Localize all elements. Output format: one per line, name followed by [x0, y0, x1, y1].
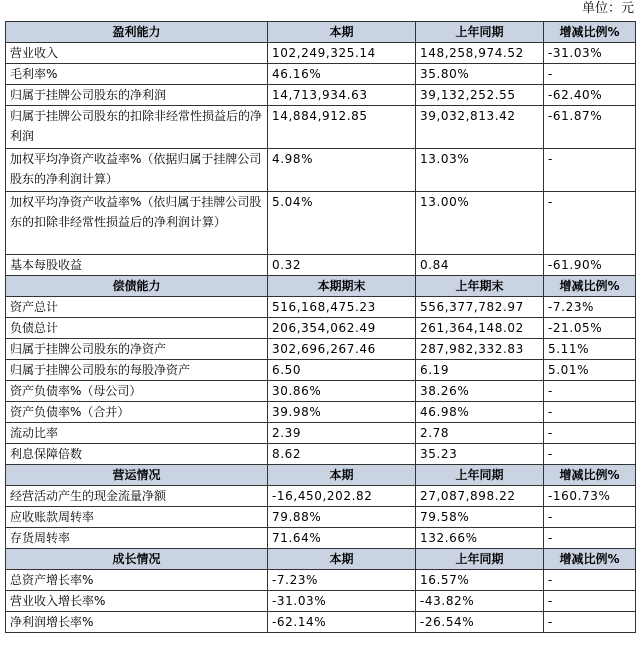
column-header: 上年同期 — [416, 549, 544, 570]
column-header: 增减比例% — [544, 22, 636, 43]
table-row — [6, 318, 636, 339]
prior-period-cell: 38.26% — [416, 381, 544, 402]
prior-period-cell: 79.58% — [416, 507, 544, 528]
table-row — [6, 297, 636, 318]
current-period-cell: 30.86% — [268, 381, 416, 402]
table-row — [6, 360, 636, 381]
table-row — [6, 486, 636, 507]
indicator-name-cell: 存货周转率 — [6, 528, 268, 549]
column-header: 增减比例% — [544, 465, 636, 486]
prior-period-cell: 556,377,782.97 — [416, 297, 544, 318]
indicator-name-cell: 加权平均净资产收益率%（依据归属于挂牌公司股东的净利润计算） — [6, 149, 268, 192]
column-header: 本期 — [268, 22, 416, 43]
table-row — [6, 507, 636, 528]
current-period-cell: 14,713,934.63 — [268, 85, 416, 106]
table-body — [6, 22, 636, 633]
current-period-cell: 71.64% — [268, 528, 416, 549]
indicator-name-cell: 资产负债率%（母公司） — [6, 381, 268, 402]
current-period-cell: 6.50 — [268, 360, 416, 381]
current-period-cell: 2.39 — [268, 423, 416, 444]
prior-period-cell: -26.54% — [416, 612, 544, 633]
prior-period-cell: 287,982,332.83 — [416, 339, 544, 360]
change-ratio-cell: - — [544, 402, 636, 423]
prior-period-cell: 27,087,898.22 — [416, 486, 544, 507]
change-ratio-cell: - — [544, 528, 636, 549]
change-ratio-cell: - — [544, 591, 636, 612]
prior-period-cell: 39,132,252.55 — [416, 85, 544, 106]
change-ratio-cell: - — [544, 612, 636, 633]
table-row — [6, 64, 636, 85]
indicator-name-cell: 资产总计 — [6, 297, 268, 318]
column-header: 本期期末 — [268, 276, 416, 297]
indicator-name-cell: 归属于挂牌公司股东的每股净资产 — [6, 360, 268, 381]
change-ratio-cell: -160.73% — [544, 486, 636, 507]
change-ratio-cell: 5.01% — [544, 360, 636, 381]
indicator-name-cell: 流动比率 — [6, 423, 268, 444]
unit-label: 单位：元 — [581, 1, 634, 16]
indicator-name-cell: 净利润增长率% — [6, 612, 268, 633]
table-row — [6, 85, 636, 106]
current-period-cell: 302,696,267.46 — [268, 339, 416, 360]
table-row — [6, 149, 636, 192]
table-row — [6, 612, 636, 633]
prior-period-cell: 13.00% — [416, 192, 544, 255]
change-ratio-cell: - — [544, 192, 636, 255]
section-title: 营运情况 — [6, 465, 268, 486]
change-ratio-cell: -62.40% — [544, 85, 636, 106]
indicator-name-cell: 基本每股收益 — [6, 255, 268, 276]
change-ratio-cell: - — [544, 444, 636, 465]
change-ratio-cell: -21.05% — [544, 318, 636, 339]
indicator-name-cell: 营业收入 — [6, 43, 268, 64]
indicator-name-cell: 毛利率% — [6, 64, 268, 85]
change-ratio-cell: - — [544, 381, 636, 402]
indicator-name-cell: 利息保障倍数 — [6, 444, 268, 465]
column-header: 增减比例% — [544, 549, 636, 570]
section-header-row — [6, 465, 636, 486]
table-row — [6, 570, 636, 591]
indicator-name-cell: 营业收入增长率% — [6, 591, 268, 612]
table-row — [6, 444, 636, 465]
change-ratio-cell: -7.23% — [544, 297, 636, 318]
change-ratio-cell: -31.03% — [544, 43, 636, 64]
prior-period-cell: 35.23 — [416, 444, 544, 465]
table-row — [6, 423, 636, 444]
table-row — [6, 255, 636, 276]
indicator-name-cell: 总资产增长率% — [6, 570, 268, 591]
change-ratio-cell: - — [544, 423, 636, 444]
current-period-cell: 46.16% — [268, 64, 416, 85]
current-period-cell: 14,884,912.85 — [268, 106, 416, 149]
table-row — [6, 528, 636, 549]
section-title: 成长情况 — [6, 549, 268, 570]
section-header-row — [6, 276, 636, 297]
current-period-cell: 102,249,325.14 — [268, 43, 416, 64]
current-period-cell: -62.14% — [268, 612, 416, 633]
prior-period-cell: 16.57% — [416, 570, 544, 591]
table-row — [6, 339, 636, 360]
current-period-cell: 5.04% — [268, 192, 416, 255]
prior-period-cell: 0.84 — [416, 255, 544, 276]
prior-period-cell: 148,258,974.52 — [416, 43, 544, 64]
indicator-name-cell: 负债总计 — [6, 318, 268, 339]
prior-period-cell: 132.66% — [416, 528, 544, 549]
table-row — [6, 192, 636, 255]
prior-period-cell: -43.82% — [416, 591, 544, 612]
indicator-name-cell: 加权平均净资产收益率%（依归属于挂牌公司股东的扣除非经常性损益后的净利润计算） — [6, 192, 268, 255]
indicator-name-cell: 资产负债率%（合并） — [6, 402, 268, 423]
prior-period-cell: 39,032,813.42 — [416, 106, 544, 149]
change-ratio-cell: - — [544, 64, 636, 85]
section-header-row — [6, 549, 636, 570]
change-ratio-cell: - — [544, 570, 636, 591]
table-row — [6, 43, 636, 64]
current-period-cell: -31.03% — [268, 591, 416, 612]
indicator-name-cell: 经营活动产生的现金流量净额 — [6, 486, 268, 507]
prior-period-cell: 6.19 — [416, 360, 544, 381]
section-header-row — [6, 22, 636, 43]
column-header: 上年同期 — [416, 22, 544, 43]
table-row — [6, 106, 636, 149]
column-header: 上年同期 — [416, 465, 544, 486]
change-ratio-cell: -61.90% — [544, 255, 636, 276]
prior-period-cell: 13.03% — [416, 149, 544, 192]
current-period-cell: 0.32 — [268, 255, 416, 276]
column-header: 本期 — [268, 549, 416, 570]
change-ratio-cell: - — [544, 149, 636, 192]
current-period-cell: -7.23% — [268, 570, 416, 591]
prior-period-cell: 2.78 — [416, 423, 544, 444]
change-ratio-cell: 5.11% — [544, 339, 636, 360]
table-row — [6, 381, 636, 402]
column-header: 本期 — [268, 465, 416, 486]
prior-period-cell: 46.98% — [416, 402, 544, 423]
current-period-cell: 4.98% — [268, 149, 416, 192]
section-title: 偿债能力 — [6, 276, 268, 297]
prior-period-cell: 261,364,148.02 — [416, 318, 544, 339]
current-period-cell: 516,168,475.23 — [268, 297, 416, 318]
column-header: 增减比例% — [544, 276, 636, 297]
current-period-cell: 206,354,062.49 — [268, 318, 416, 339]
indicator-name-cell: 归属于挂牌公司股东的净利润 — [6, 85, 268, 106]
prior-period-cell: 35.80% — [416, 64, 544, 85]
financial-indicators-table — [5, 21, 636, 633]
current-period-cell: -16,450,202.82 — [268, 486, 416, 507]
table-row — [6, 402, 636, 423]
indicator-name-cell: 归属于挂牌公司股东的净资产 — [6, 339, 268, 360]
current-period-cell: 8.62 — [268, 444, 416, 465]
column-header: 上年期末 — [416, 276, 544, 297]
indicator-name-cell: 应收账款周转率 — [6, 507, 268, 528]
indicator-name-cell: 归属于挂牌公司股东的扣除非经常性损益后的净利润 — [6, 106, 268, 149]
change-ratio-cell: -61.87% — [544, 106, 636, 149]
section-title: 盈利能力 — [6, 22, 268, 43]
current-period-cell: 39.98% — [268, 402, 416, 423]
table-row — [6, 591, 636, 612]
change-ratio-cell: - — [544, 507, 636, 528]
current-period-cell: 79.88% — [268, 507, 416, 528]
